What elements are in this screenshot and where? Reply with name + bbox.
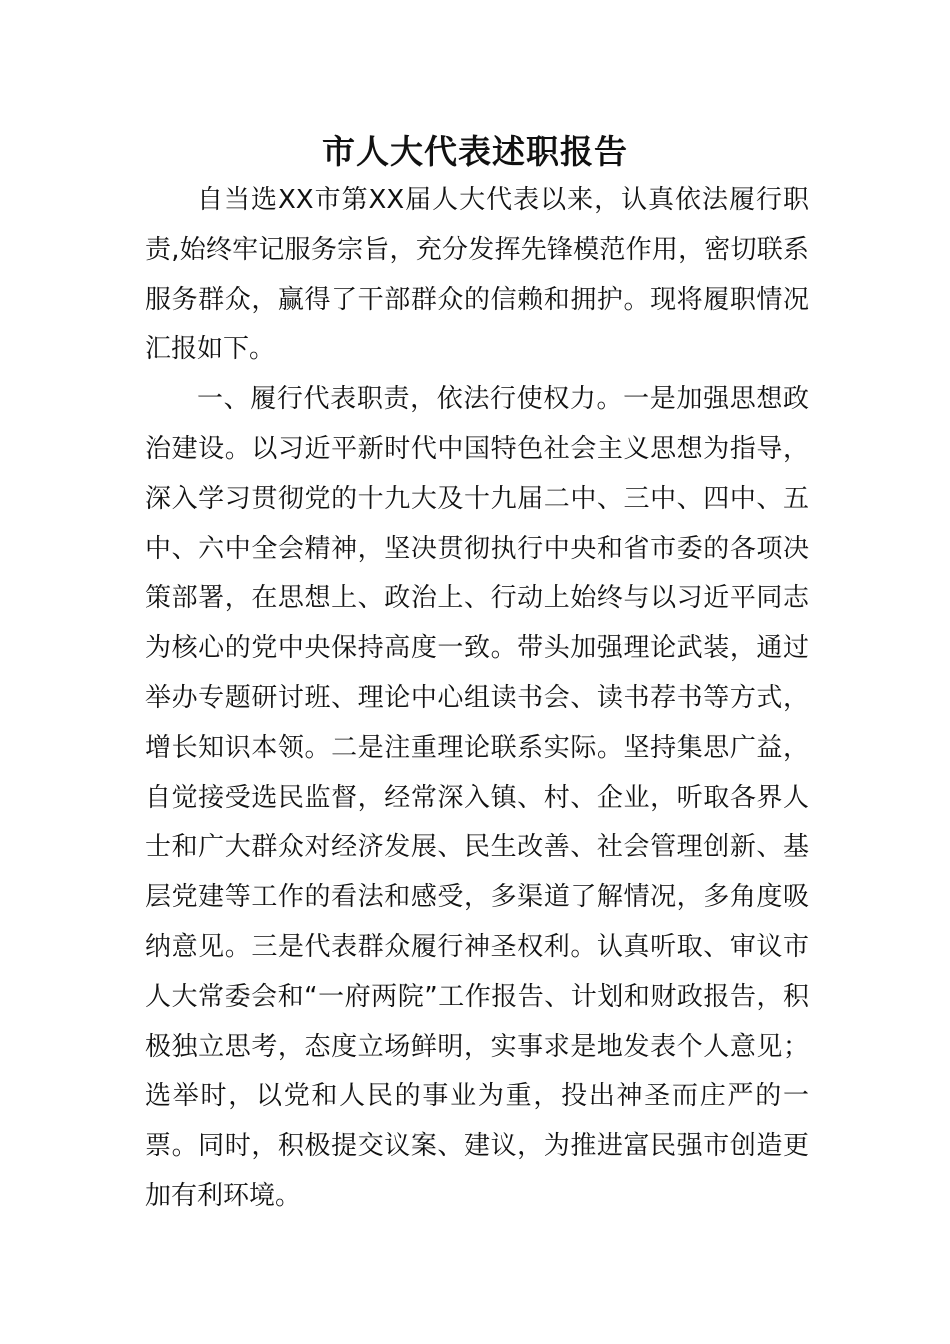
- intro-paragraph: 自当选XX市第XX届人大代表以来，认真依法履行职责,始终牢记服务宗旨，充分发挥先锋模范作用，密切联系服务群众，赢得了干部群众的信赖和拥护。现将履职情况汇报如下。: [145, 185, 809, 365]
- document-body: [145, 176, 809, 1222]
- document-title: 市人大代表述职报告: [322, 132, 628, 171]
- section-one-paragraph: 一、履行代表职责，依法行使权力。一是加强思想政治建设。以习近平新时代中国特色社会主义思想为指导，深入学习贯彻党的十九大及十九届二中、三中、四中、五中、六中全会精神，坚决贯彻执行中央和省市委的各项决策部署，在思想上、政治上、行动上始终与以习近平同志为核心的党中央保持高度一致。带头加强理论武装，通过举办专题研讨班、理论中心组读书会、读书荐书等方式，增长知识本领。二是注重理论联系实际。坚持集思广益，自觉接受选民监督，经常深入镇、村、企业，听取各界人士和广大群众对经济发展、民生改善、社会管理创新、基层党建等工作的看法和感受，多渠道了解情况，多角度吸纳意见。三是代表群众履行神圣权利。认真听取、审议市人大常委会和“一府两院”工作报告、计划和财政报告，积极独立思考，态度立场鲜明，实事求是地发表个人意见；选举时，以党和人民的事业为重，投出神圣而庄严的一票。同时，积极提交议案、建议，为推进富民强市创造更加有利环境。: [145, 384, 809, 1211]
